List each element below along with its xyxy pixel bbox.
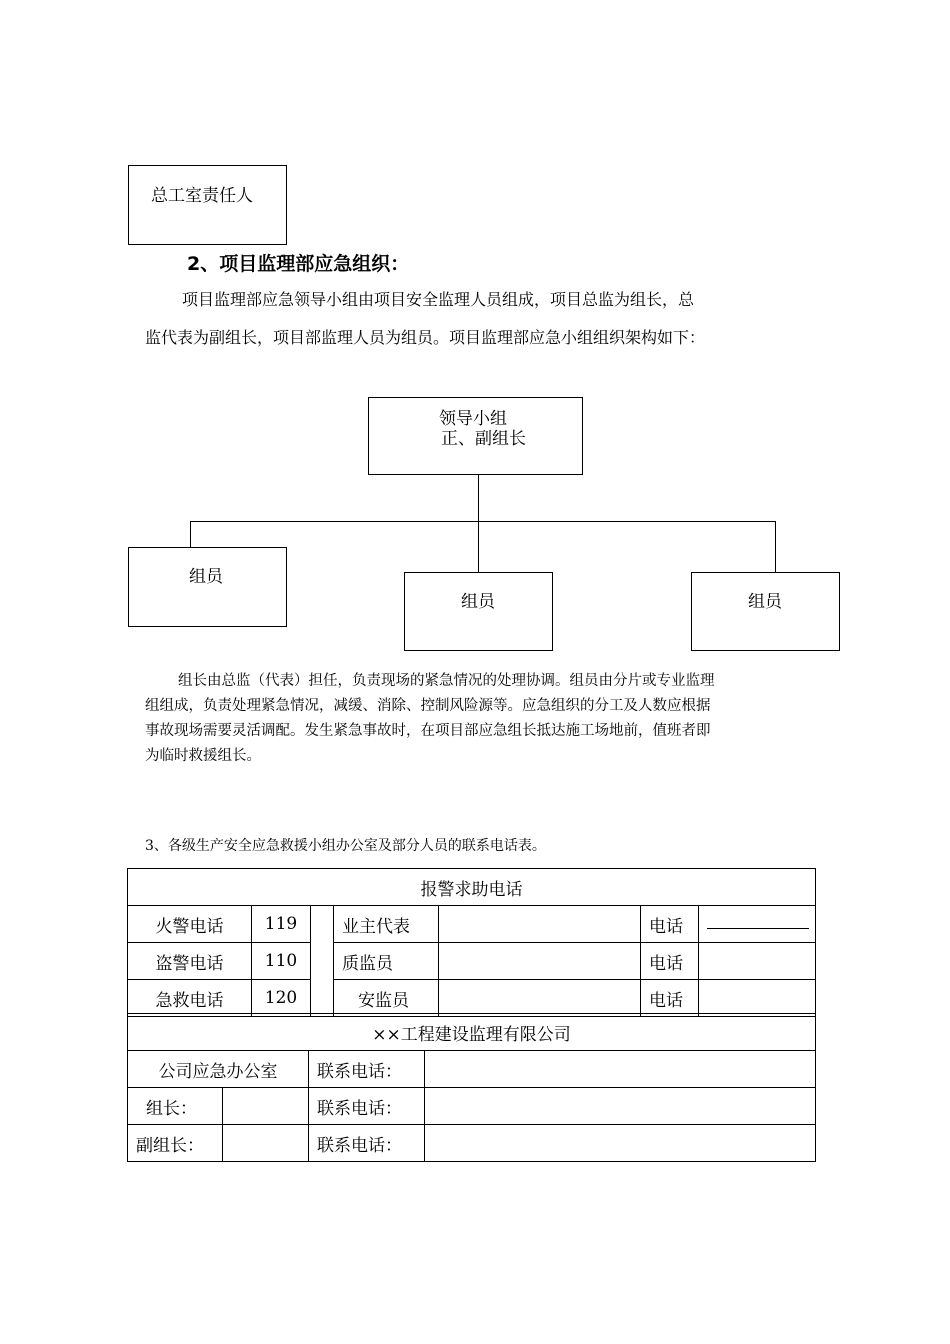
org-member-box-left (128, 547, 287, 627)
org-desc-line1: 组长由总监（代表）担任，负责现场的紧急情况的处理协调。组员由分片或专业监理 (178, 673, 715, 689)
org-member-label-center: 组员 (461, 592, 495, 612)
emergency-phone-table (127, 868, 816, 1017)
contact-label: 联系电话： (309, 1088, 425, 1125)
service-number: 119 (252, 906, 311, 943)
org-connector-horizontal (190, 521, 776, 522)
contact-value (425, 1125, 816, 1162)
org-connector-trunk (478, 475, 479, 572)
org-leader-line2: 正、副组长 (441, 429, 526, 449)
phone-value (699, 980, 816, 1017)
phone-label: 电话 (641, 906, 699, 943)
role-name: 业主代表 (334, 906, 439, 943)
contact-label: 联系电话： (309, 1125, 425, 1162)
section2-intro-line1: 项目监理部应急领导小组由项目安全监理人员组成，项目总监为组长，总 (182, 290, 695, 309)
role-name: 质监员 (334, 943, 439, 980)
section3-title: 3、各级生产安全应急救援小组办公室及部分人员的联系电话表。 (145, 838, 546, 854)
org-leader-box (368, 397, 583, 475)
section2-heading: 2、项目监理部应急组织： (187, 253, 410, 275)
phone-underline (707, 914, 809, 929)
role-name: 安监员 (334, 980, 439, 1017)
service-name: 火警电话 (128, 906, 252, 943)
contact-value (425, 1051, 816, 1088)
org-desc-line2: 组组成，负责处理紧急情况，减缓、消除、控制风险源等。应急组织的分工及人数应根据 (145, 698, 711, 714)
org-member-label-left: 组员 (189, 567, 223, 587)
table-row (128, 1125, 816, 1162)
phone-label: 电话 (641, 980, 699, 1017)
table-row (128, 943, 816, 980)
deputy-label: 副组长： (128, 1125, 223, 1162)
service-number: 120 (252, 980, 311, 1017)
org-member-box-right (691, 572, 840, 651)
contact-value (425, 1088, 816, 1125)
role-value (439, 906, 641, 943)
table-row (128, 980, 816, 1017)
leader-label: 组长： (128, 1088, 223, 1125)
role-value (439, 980, 641, 1017)
top-box-label: 总工室责任人 (151, 186, 253, 206)
spacer-cell (311, 906, 334, 1017)
company-table-header: ××工程建设监理有限公司 (128, 1014, 816, 1051)
service-name: 盗警电话 (128, 943, 252, 980)
service-name: 急救电话 (128, 980, 252, 1017)
section2-intro-line2: 监代表为副组长，项目部监理人员为组员。项目监理部应急小组组织架构如下： (145, 328, 706, 347)
table-row (128, 1088, 816, 1125)
service-number: 110 (252, 943, 311, 980)
top-responsible-box (128, 165, 287, 245)
company-office-label: 公司应急办公室 (128, 1051, 309, 1088)
org-desc-line3: 事故现场需要灵活调配。发生紧急事故时，在项目部应急组长抵达施工场地前，值班者即 (145, 723, 711, 739)
table-row (128, 906, 816, 943)
org-member-box-center (404, 572, 553, 651)
org-desc-line4: 为临时救援组长。 (145, 748, 261, 764)
org-leader-line1: 领导小组 (439, 409, 507, 429)
org-connector-right (775, 521, 776, 572)
phone-label: 电话 (641, 943, 699, 980)
leader-name-value (223, 1088, 309, 1125)
role-value (439, 943, 641, 980)
phone-value (699, 906, 816, 943)
deputy-name-value (223, 1125, 309, 1162)
company-contact-table (127, 1013, 816, 1162)
phone-value (699, 943, 816, 980)
table-row (128, 1051, 816, 1088)
contact-label: 联系电话： (309, 1051, 425, 1088)
emergency-table-header: 报警求助电话 (128, 869, 816, 906)
org-member-label-right: 组员 (748, 592, 782, 612)
